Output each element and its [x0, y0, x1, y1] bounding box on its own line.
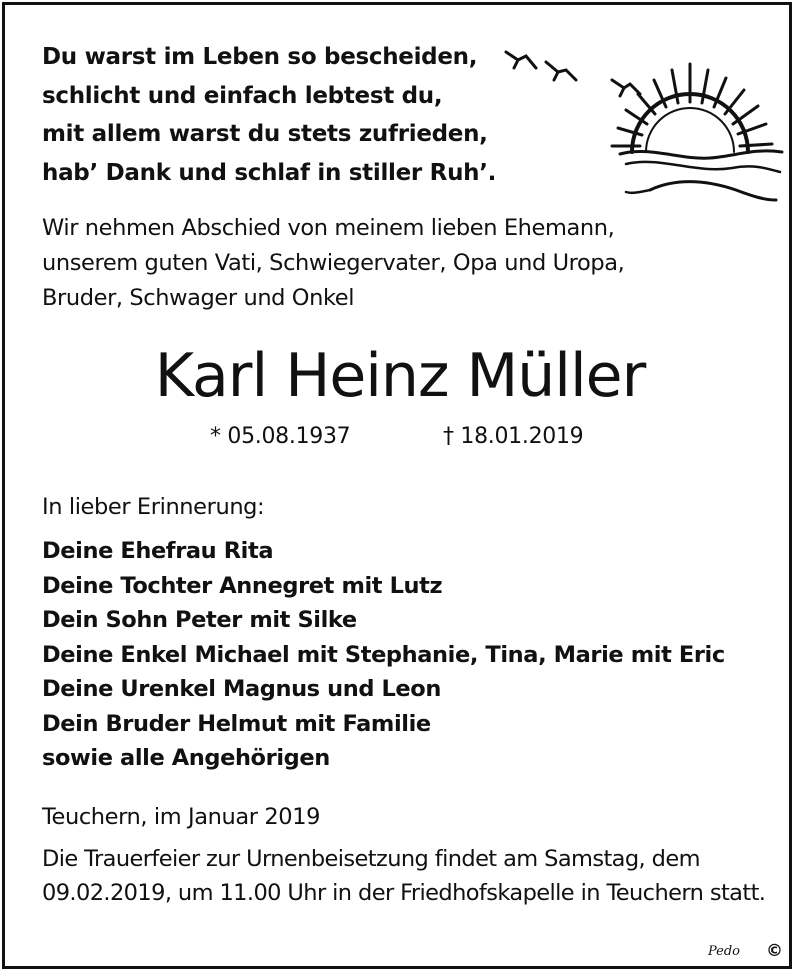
death-date: † 18.01.2019: [443, 424, 584, 449]
intro-line: Bruder, Schwager und Onkel: [42, 285, 355, 311]
poem-line: mit allem warst du stets zufrieden,: [42, 121, 488, 147]
poem-line: schlicht und einfach lebtest du,: [42, 82, 443, 109]
intro-line: unserem guten Vati, Schwiegervater, Opa und Uropa,: [42, 250, 625, 276]
bird-icon: [612, 80, 640, 96]
family-member: sowie alle Angehörigen: [42, 745, 330, 771]
memory-label: In lieber Erinnerung:: [42, 494, 265, 520]
hills: [620, 151, 782, 158]
family-member: Deine Urenkel Magnus und Leon: [42, 676, 441, 702]
intro-line: Wir nehmen Abschied von meinem lieben Ehemann,: [42, 215, 615, 241]
poem: [42, 38, 496, 192]
service-notice: Die Trauerfeier zur Urnenbeisetzung findet am Samstag, dem 09.02.2019, um 11.00 Uhr in der Friedhofskapelle in Teuchern statt.: [42, 846, 766, 906]
copyright-icon: ©: [766, 941, 783, 961]
signature: Pedo: [708, 944, 741, 959]
family-member: Dein Bruder Helmut mit Familie: [42, 710, 431, 737]
bird-icon: [506, 52, 536, 68]
family-member: Deine Enkel Michael mit Stephanie, Tina, Marie mit Eric: [42, 641, 725, 668]
place-date: Teuchern, im Januar 2019: [42, 804, 321, 830]
sunrise-with-birds-icon: [500, 40, 790, 210]
family-member: Deine Tochter Annegret mit Lutz: [42, 572, 443, 599]
family-member: Deine Ehefrau Rita: [42, 538, 274, 564]
family-list: [42, 534, 725, 776]
poem-line: hab’ Dank und schlaf in stiller Ruh’.: [42, 159, 497, 186]
birth-date: * 05.08.1937: [210, 424, 351, 449]
poem-line: Du warst im Leben so bescheiden,: [42, 44, 478, 70]
bird-icon: [546, 62, 576, 80]
deceased-name: Karl Heinz Müller: [154, 341, 646, 411]
family-member: Dein Sohn Peter mit Silke: [42, 607, 357, 633]
intro-text: [42, 211, 624, 316]
